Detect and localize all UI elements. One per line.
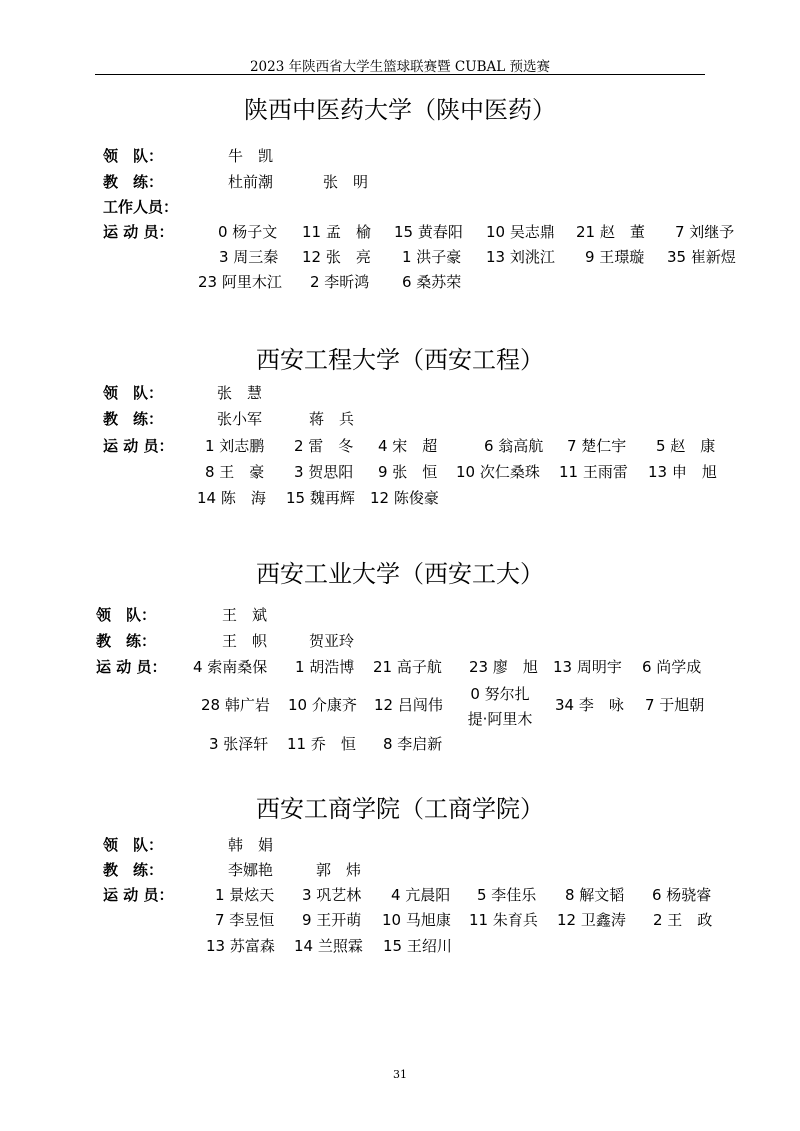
athlete: 5 李佳乐 xyxy=(477,886,537,904)
coach-name: 张 明 xyxy=(323,173,369,191)
athlete: 12 卫鑫涛 xyxy=(557,911,626,929)
athlete: 13 刘洮江 xyxy=(486,248,555,266)
athlete: 15 魏再辉 xyxy=(286,489,355,507)
athlete: 12 吕闯伟 xyxy=(374,696,443,714)
team-title: 陕西中医药大学（陕中医药） xyxy=(244,96,556,124)
athlete: 5 赵 康 xyxy=(656,437,716,455)
athlete: 8 王 豪 xyxy=(205,463,265,481)
team-title: 西安工业大学（西安工大） xyxy=(256,560,544,588)
leader-label: 领 队： xyxy=(103,836,164,854)
athlete: 7 于旭朝 xyxy=(645,696,705,714)
athlete: 34 李 咏 xyxy=(555,696,624,714)
coach-label: 教 练： xyxy=(103,861,164,879)
athlete: 11 孟 榆 xyxy=(302,223,371,241)
athlete: 13 周明宇 xyxy=(553,658,622,676)
athlete: 6 桑苏荣 xyxy=(402,273,462,291)
athlete: 9 王璟璇 xyxy=(585,248,645,266)
athlete: 7 刘继予 xyxy=(675,223,735,241)
staff-label: 工作人员： xyxy=(103,198,179,216)
leader-label: 领 队： xyxy=(103,384,164,402)
athlete: 13 申 旭 xyxy=(648,463,717,481)
athlete: 3 巩艺林 xyxy=(302,886,362,904)
header-rule xyxy=(95,74,705,75)
athlete: 28 韩广岩 xyxy=(201,696,270,714)
coach-label: 教 练： xyxy=(96,632,157,650)
athlete: 10 介康齐 xyxy=(288,696,357,714)
athlete: 0 杨子文 xyxy=(218,223,278,241)
athlete: 23 廖 旭 xyxy=(469,658,538,676)
athlete: 2 雷 冬 xyxy=(294,437,354,455)
athlete: 14 陈 海 xyxy=(197,489,266,507)
athlete: 7 李昱恒 xyxy=(215,911,275,929)
running-header: 2023 年陕西省大学生篮球联赛暨 CUBAL 预选赛 xyxy=(249,59,551,75)
athlete: 2 王 政 xyxy=(653,911,713,929)
coach-name: 贺亚玲 xyxy=(309,632,355,650)
athlete: 35 崔新煜 xyxy=(667,248,736,266)
athlete: 6 翁高航 xyxy=(484,437,544,455)
athlete: 4 亢晨阳 xyxy=(391,886,451,904)
coach-name: 王 帜 xyxy=(222,632,268,650)
athlete: 4 索南桑保 xyxy=(193,658,268,676)
athlete: 0 努尔扎 提·阿里木 xyxy=(467,685,533,728)
coach-name: 李娜艳 xyxy=(228,861,274,879)
athlete: 11 朱育兵 xyxy=(469,911,538,929)
coach-label: 教 练： xyxy=(103,410,164,428)
athletes-label: 运 动 员： xyxy=(103,223,174,241)
coach-name: 张小军 xyxy=(217,410,263,428)
page-number: 31 xyxy=(393,1068,407,1081)
athlete: 8 李启新 xyxy=(383,735,443,753)
athlete: 7 楚仁宇 xyxy=(567,437,627,455)
coach-name: 杜前潮 xyxy=(228,173,274,191)
athletes-label: 运 动 员： xyxy=(103,437,174,455)
athlete: 21 赵 董 xyxy=(576,223,645,241)
athlete: 1 洪子豪 xyxy=(402,248,462,266)
athlete: 6 尚学成 xyxy=(642,658,702,676)
team-title: 西安工程大学（西安工程） xyxy=(256,346,544,374)
athlete: 21 高子航 xyxy=(373,658,442,676)
athlete: 9 张 恒 xyxy=(378,463,438,481)
athlete: 13 苏富森 xyxy=(206,937,275,955)
athlete: 2 李昕鸿 xyxy=(310,273,370,291)
athlete: 14 兰照霖 xyxy=(294,937,363,955)
athlete: 3 张泽轩 xyxy=(209,735,269,753)
leader-name: 王 斌 xyxy=(222,606,268,624)
athlete: 15 王绍川 xyxy=(383,937,452,955)
athlete: 15 黄春阳 xyxy=(394,223,463,241)
athlete: 1 胡浩博 xyxy=(295,658,355,676)
leader-name: 牛 凯 xyxy=(228,147,274,165)
athlete: 8 解文韬 xyxy=(565,886,625,904)
athlete: 1 刘志鹏 xyxy=(205,437,265,455)
athlete: 10 马旭康 xyxy=(382,911,451,929)
athlete: 11 乔 恒 xyxy=(287,735,356,753)
athletes-label: 运 动 员： xyxy=(103,886,174,904)
athlete: 6 杨骁睿 xyxy=(652,886,712,904)
athlete: 23 阿里木江 xyxy=(198,273,282,291)
leader-name: 韩 娟 xyxy=(228,836,274,854)
athletes-label: 运 动 员： xyxy=(96,658,167,676)
athlete: 1 景炫天 xyxy=(215,886,275,904)
athlete: 3 周三秦 xyxy=(219,248,279,266)
athlete: 4 宋 超 xyxy=(378,437,438,455)
athlete: 12 张 亮 xyxy=(302,248,371,266)
coach-name: 郭 炜 xyxy=(316,861,362,879)
leader-label: 领 队： xyxy=(103,147,164,165)
athlete: 11 王雨雷 xyxy=(559,463,628,481)
leader-name: 张 慧 xyxy=(217,384,263,402)
athlete: 12 陈俊豪 xyxy=(370,489,439,507)
coach-name: 蒋 兵 xyxy=(309,410,355,428)
team-title: 西安工商学院（工商学院） xyxy=(256,795,544,823)
athlete: 10 吴志鼎 xyxy=(486,223,555,241)
athlete: 3 贺思阳 xyxy=(294,463,354,481)
coach-label: 教 练： xyxy=(103,173,164,191)
leader-label: 领 队： xyxy=(96,606,157,624)
athlete: 9 王开萌 xyxy=(302,911,362,929)
athlete: 10 次仁桑珠 xyxy=(456,463,540,481)
